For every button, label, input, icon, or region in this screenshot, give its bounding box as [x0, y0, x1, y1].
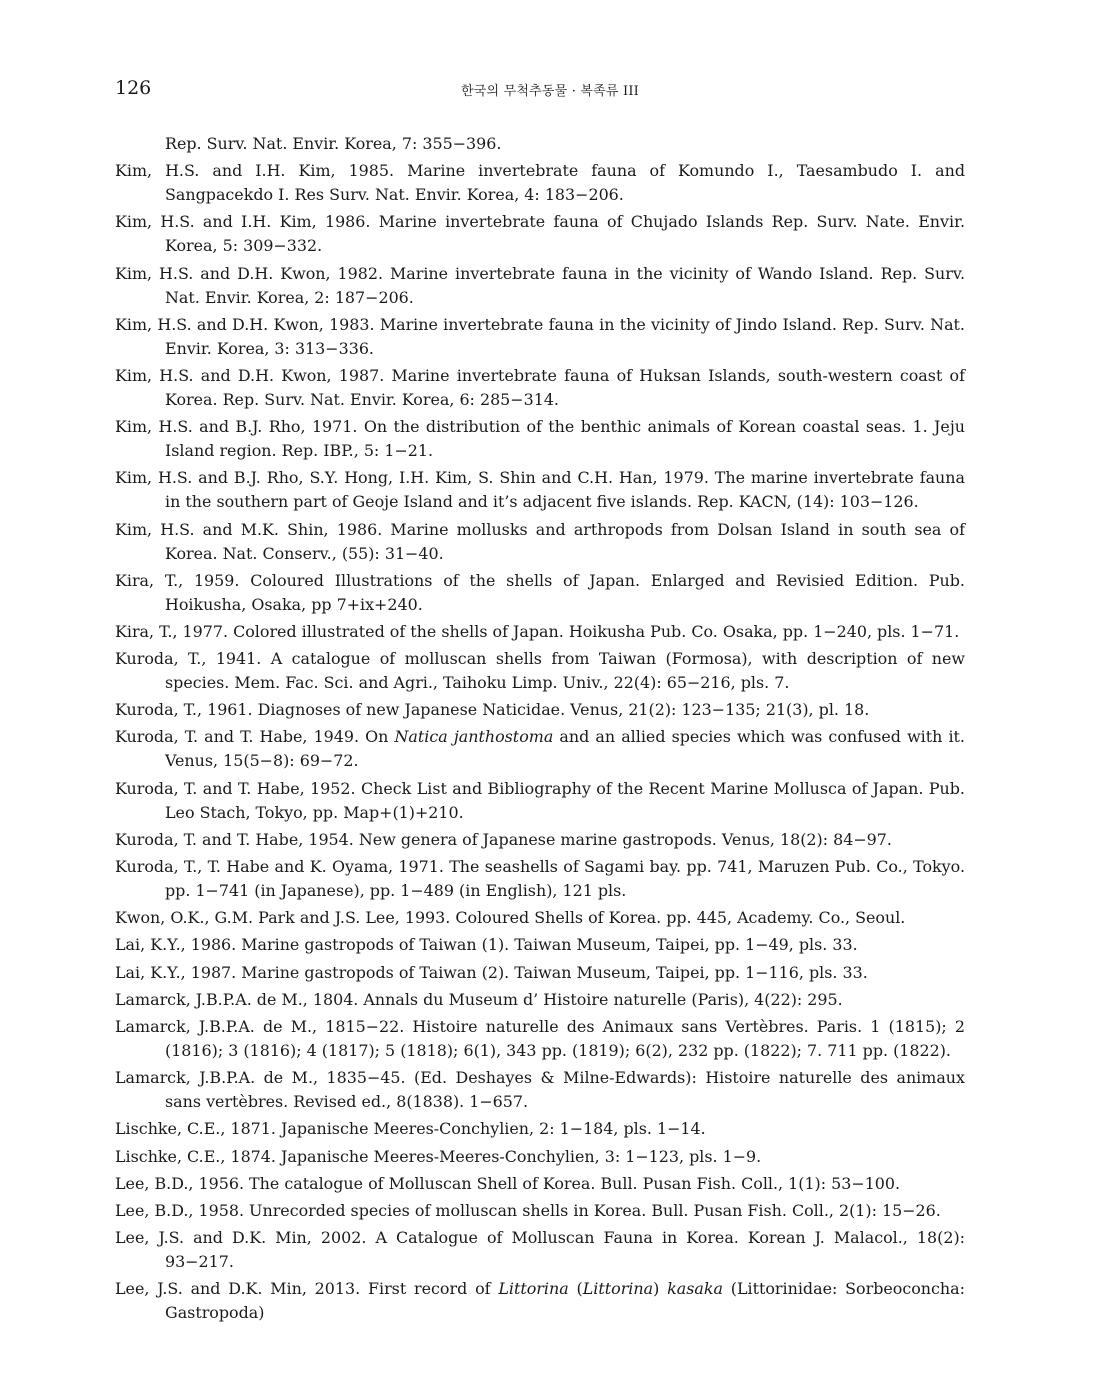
reference-entry — [115, 1172, 965, 1196]
reference-list — [115, 132, 965, 1328]
reference-entry — [115, 210, 965, 258]
reference-text: Lischke, C.E., 1871. Japanische Meeres-Conchylien, 2: 1−184, pls. 1−14. — [115, 1119, 706, 1139]
reference-entry — [115, 466, 965, 514]
reference-entry — [115, 698, 965, 722]
reference-entry — [115, 159, 965, 207]
reference-entry — [115, 132, 965, 156]
reference-text: Kwon, O.K., G.M. Park and J.S. Lee, 1993. Coloured Shells of Korea. pp. 445, Academy. Co., Seoul. — [115, 908, 906, 928]
reference-italic-text: Littorina — [582, 1279, 654, 1299]
reference-entry — [115, 313, 965, 361]
reference-text: (Littorinidae: Sorbeoconcha: Gastropoda) — [165, 1279, 965, 1323]
reference-text: Kuroda, T. and T. Habe, 1949. On — [115, 727, 395, 747]
reference-text: Lamarck, J.B.P.A. de M., 1804. Annals du Museum d’ Histoire naturelle (Paris), 4(22): 295. — [115, 989, 843, 1009]
reference-entry — [115, 647, 965, 695]
reference-text: Kuroda, T. and T. Habe, 1954. New genera of Japanese marine gastropods. Venus, 18(2): 84−97. — [115, 829, 892, 849]
reference-entry — [115, 828, 965, 852]
reference-entry — [115, 1226, 965, 1274]
reference-text: Kim, H.S. and B.J. Rho, 1971. On the distribution of the benthic animals of Korean coastal seas. 1. Jeju Island region. Rep. IBP., 5: 1−21. — [115, 417, 965, 461]
reference-text: Rep. Surv. Nat. Envir. Korea, 7: 355−396. — [165, 134, 502, 153]
reference-text: Kim, H.S. and D.H. Kwon, 1987. Marine invertebrate fauna of Huksan Islands, south-western coast of Korea. Rep. Surv. Nat. Envir. Korea, 6: 285−314. — [115, 365, 965, 409]
reference-text: Kim, H.S. and M.K. Shin, 1986. Marine mollusks and arthropods from Dolsan Island in south sea of Korea. Nat. Conserv., (55): 31−40. — [115, 519, 965, 563]
reference-entry — [115, 262, 965, 310]
reference-text: Kuroda, T., 1941. A catalogue of molluscan shells from Taiwan (Formosa), with description of new species. Mem. Fac. Sci. and Agri., Taihoku Limp. Univ., 22(4): 65−216, pls. 7. — [115, 649, 965, 693]
reference-text: Kuroda, T., 1961. Diagnoses of new Japanese Naticidae. Venus, 21(2): 123−135; 21(3), pl. 18. — [115, 700, 870, 720]
reference-italic-text: Natica janthostoma — [394, 727, 554, 747]
reference-entry — [115, 1117, 965, 1141]
reference-entry — [115, 725, 965, 773]
reference-entry — [115, 569, 965, 617]
reference-entry — [115, 620, 965, 644]
reference-text: Kim, H.S. and D.H. Kwon, 1983. Marine invertebrate fauna in the vicinity of Jindo Island. Rep. Surv. Nat. Envir. Korea, 3: 313−336. — [115, 314, 965, 358]
reference-entry — [115, 961, 965, 985]
page-number: 126 — [115, 77, 152, 99]
reference-text: Lai, K.Y., 1986. Marine gastropods of Taiwan (1). Taiwan Museum, Taipei, pp. 1−49, pls. 33. — [115, 935, 858, 955]
reference-text: Kim, H.S. and I.H. Kim, 1985. Marine invertebrate fauna of Komundo I., Taesambudo I. and Sangpacekdo I. Res Surv. Nat. Envir. Korea, 4: 183−206. — [115, 161, 965, 205]
reference-text: ( — [568, 1279, 583, 1299]
reference-text: Kira, T., 1959. Coloured Illustrations of the shells of Japan. Enlarged and Revisied Edition. Pub. Hoikusha, Osaka, pp 7+ix+240. — [115, 570, 965, 614]
reference-text: Kuroda, T., T. Habe and K. Oyama, 1971. The seashells of Sagami bay. pp. 741, Maruzen Pub. Co., Tokyo. pp. 1−741 (in Japanese), pp. 1−489 (in English), 121 pls. — [115, 857, 965, 900]
reference-entry — [115, 1015, 965, 1063]
reference-italic-text: kasaka — [667, 1279, 723, 1299]
reference-entry — [115, 1066, 965, 1114]
reference-entry — [115, 415, 965, 463]
reference-entry — [115, 855, 965, 903]
reference-text: Kira, T., 1977. Colored illustrated of the shells of Japan. Hoikusha Pub. Co. Osaka, pp. 1−240, pls. 1−71. — [115, 621, 960, 641]
reference-text: Lee, J.S. and D.K. Min, 2002. A Catalogue of Molluscan Fauna in Korea. Korean J. Malacol., 18(2): 93−217. — [115, 1228, 965, 1272]
reference-entry — [115, 518, 965, 566]
reference-text: ) — [653, 1279, 668, 1299]
reference-entry — [115, 364, 965, 412]
reference-entry — [115, 1277, 965, 1325]
reference-text: Lamarck, J.B.P.A. de M., 1815−22. Histoire naturelle des Animaux sans Vertèbres. Paris. 1 (1815); 2 (1816); 3 (1816); 4 (1817); 5 (1818); 6(1), 343 pp. (1819); 6(2), 232 pp. (1822); 7. 711 pp. (1822). — [115, 1016, 965, 1060]
reference-text: Lee, B.D., 1958. Unrecorded species of molluscan shells in Korea. Bull. Pusan Fish. Coll., 2(1): 15−26. — [115, 1200, 941, 1220]
reference-text: Kuroda, T. and T. Habe, 1952. Check List and Bibliography of the Recent Marine Mollusca of Japan. Pub. Leo Stach, Tokyo, pp. Map+(1)+210. — [115, 778, 965, 822]
reference-entry — [115, 1199, 965, 1223]
reference-italic-text: Littorina — [498, 1279, 569, 1299]
reference-text: and an allied species which was confused with it. Venus, 15(5−8): 69−72. — [165, 727, 965, 771]
reference-text: Lischke, C.E., 1874. Japanische Meeres-Meeres-Conchylien, 3: 1−123, pls. 1−9. — [115, 1146, 762, 1166]
reference-text: Kim, H.S. and I.H. Kim, 1986. Marine invertebrate fauna of Chujado Islands Rep. Surv. Nate. Envir. Korea, 5: 309−332. — [115, 212, 965, 256]
reference-entry — [115, 906, 965, 930]
reference-text: Lee, J.S. and D.K. Min, 2013. First record of — [115, 1279, 499, 1299]
reference-text: Lamarck, J.B.P.A. de M., 1835−45. (Ed. Deshayes & Milne-Edwards): Histoire naturelle des animaux sans vertèbres. Revised ed., 8(1838). 1−657. — [115, 1068, 965, 1112]
reference-text: Kim, H.S. and B.J. Rho, S.Y. Hong, I.H. Kim, S. Shin and C.H. Han, 1979. The marine invertebrate fauna in the southern part of Geoje Island and it’s adjacent five islands. Rep. KACN, (14): 103−126. — [115, 468, 965, 512]
running-header: 한국의 무척추동물 · 복족류 III — [460, 84, 639, 99]
reference-text: Lai, K.Y., 1987. Marine gastropods of Taiwan (2). Taiwan Museum, Taipei, pp. 1−116, pls. 33. — [115, 962, 868, 982]
reference-entry — [115, 1145, 965, 1169]
reference-entry — [115, 988, 965, 1012]
reference-entry — [115, 933, 965, 957]
reference-text: Lee, B.D., 1956. The catalogue of Molluscan Shell of Korea. Bull. Pusan Fish. Coll., 1(1): 53−100. — [115, 1173, 901, 1193]
reference-text: Kim, H.S. and D.H. Kwon, 1982. Marine invertebrate fauna in the vicinity of Wando Island. Rep. Surv. Nat. Envir. Korea, 2: 187−206. — [115, 263, 965, 307]
reference-entry — [115, 777, 965, 825]
